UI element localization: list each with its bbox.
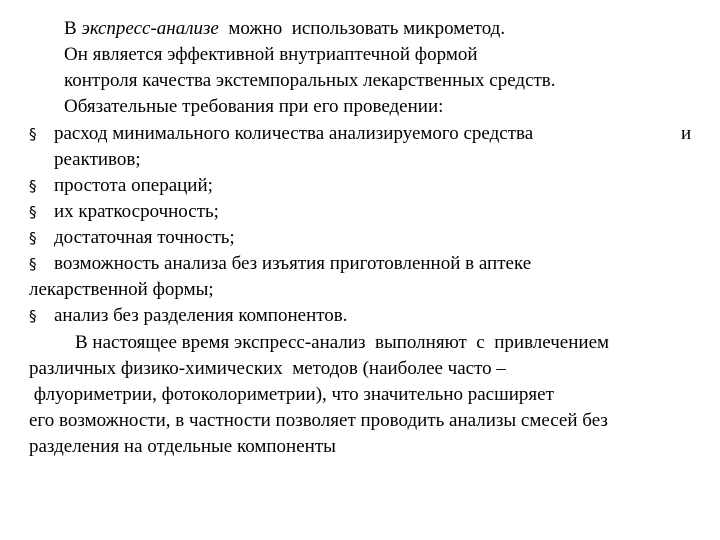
closing-line-1: В настоящее время экспресс-анализ выполняют с привлечением <box>75 332 610 353</box>
intro-line-1-prefix: В <box>64 18 82 39</box>
intro-line-2: Он является эффективной внутриаптечной формой <box>64 44 478 65</box>
bullet-5-line-2: лекарственной формы; <box>29 279 214 300</box>
intro-emphasis: экспресс-анализе <box>81 18 219 39</box>
intro-line-1 <box>64 16 505 42</box>
bullet-marker: § <box>29 307 37 325</box>
intro-line-4: Обязательные требования при его проведении: <box>64 96 444 117</box>
bullet-marker: § <box>29 203 37 221</box>
bullet-2-line-1: простота операций; <box>54 175 213 196</box>
bullet-6-line-1: анализ без разделения компонентов. <box>54 305 348 326</box>
bullet-4-line-1: достаточная точность; <box>54 227 235 248</box>
intro-line-3: контроля качества экстемпоральных лекарственных средств. <box>64 70 556 91</box>
intro-line-1-suffix: можно использовать микрометод. <box>218 18 506 39</box>
bullet-marker: § <box>29 177 37 195</box>
bullet-marker: § <box>29 125 37 143</box>
closing-line-4: его возможности, в частности позволяет проводить анализы смесей без <box>29 410 608 431</box>
bullet-5-line-1: возможность анализа без изъятия приготовленной в аптеке <box>54 253 532 274</box>
bullet-3-line-1: их краткосрочность; <box>54 201 219 222</box>
bullet-1-line-2: реактивов; <box>54 149 141 170</box>
closing-line-3: флуориметрии, фотоколориметрии), что значительно расширяет <box>29 384 554 405</box>
closing-line-5: разделения на отдельные компоненты <box>29 436 336 457</box>
closing-line-2: различных физико-химических методов (наиболее часто – <box>29 358 506 379</box>
bullet-marker: § <box>29 229 37 247</box>
bullet-marker: § <box>29 255 37 273</box>
bullet-1-line-1: расход минимального количества анализируемого средства <box>54 123 534 144</box>
bullet-1-line-1-tail: и <box>681 123 692 144</box>
